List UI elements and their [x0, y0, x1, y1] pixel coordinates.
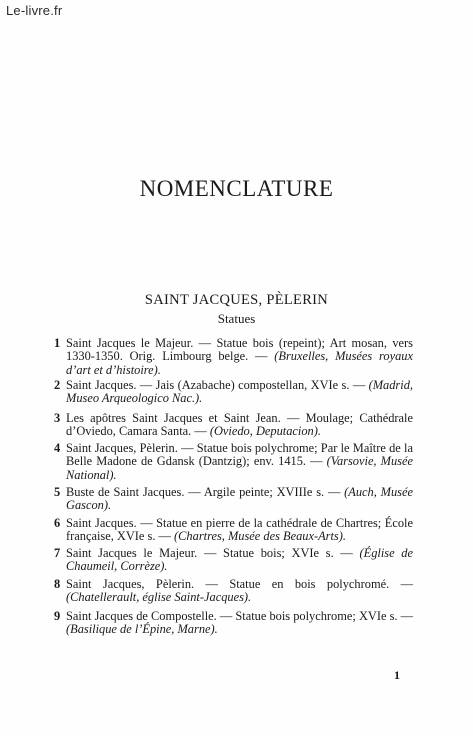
entry-reference: (Varsovie, Musée National).: [66, 454, 413, 482]
entry-text: [66, 547, 413, 574]
entry-text: [66, 610, 413, 637]
entry-description: Saint Jacques de Compostelle. — Statue bois polychrome; XVIe s. —: [66, 609, 413, 623]
list-item: [54, 442, 413, 482]
entry-reference: (Bruxelles, Musées royaux d’art et d’histoire).: [66, 349, 413, 377]
entry-description: Saint Jacques, Pèlerin. — Statue bois polychrome; Par le Maître de la Belle Madone de Gdansk (Dantzig); env. 1415. —: [66, 441, 413, 469]
section-subtitle: Statues: [217, 311, 256, 326]
list-item: [54, 486, 413, 513]
entry-description: Saint Jacques le Majeur. — Statue bois (repeint); Art mosan, vers 1330-1350. Orig. Limbourg belge. —: [66, 336, 413, 364]
entry-text: [66, 517, 413, 544]
entry-text: [66, 337, 413, 377]
entry-reference: (Basilique de l’Épine, Marne).: [66, 622, 218, 637]
list-item: [54, 379, 413, 406]
entry-description: Buste de Saint Jacques. — Argile peinte; XVIIIe s. —: [66, 485, 345, 499]
entry-reference: (Madrid, Museo Arqueologico Nac.).: [66, 378, 413, 406]
entry-number: 9: [54, 609, 61, 623]
entry-text: [66, 412, 413, 439]
page-number: 1: [394, 668, 400, 682]
entry-text: [66, 578, 413, 605]
entry-text: [66, 486, 413, 513]
list-item: [54, 547, 413, 574]
entry-reference: (Chatellerault, église Saint-Jacques).: [66, 590, 252, 605]
entry-number: 7: [54, 546, 61, 560]
entry-reference: (Oviedo, Deputacion).: [209, 424, 321, 439]
section-title: SAINT JACQUES, PÈLERIN: [144, 292, 329, 308]
entry-description: Saint Jacques, Pèlerin. — Statue en bois polychromé. —: [66, 577, 413, 591]
entry-reference: (Auch, Musée Gascon).: [66, 485, 413, 513]
list-item: [54, 610, 413, 637]
entry-description: Saint Jacques le Majeur. — Statue bois; XVIe s. —: [66, 546, 360, 560]
watermark-text: Le-livre.fr: [6, 3, 63, 18]
entry-description: Saint Jacques. — Jais (Azabache) compostellan, XVIe s. —: [66, 378, 369, 392]
entry-reference: (Chartres, Musée des Beaux-Arts).: [174, 529, 346, 544]
entry-description: Saint Jacques. — Statue en pierre de la cathédrale de Chartres; École française, XVIe s. —: [66, 516, 413, 544]
entry-text: [66, 442, 413, 482]
list-item: [54, 412, 413, 439]
list-item: [54, 517, 413, 544]
entry-number: 4: [54, 441, 61, 455]
list-item: [54, 337, 413, 377]
entry-reference: (Église de Chaumeil, Corrèze).: [66, 546, 413, 574]
entry-number: 6: [54, 516, 61, 530]
entry-description: Les apôtres Saint Jacques et Saint Jean. — Moulage; Cathédrale d’Oviedo, Camara Santa. —: [66, 411, 413, 439]
entry-number: 8: [54, 577, 61, 591]
entry-text: [66, 379, 413, 406]
page-title: NOMENCLATURE: [139, 176, 334, 201]
entry-number: 3: [54, 411, 61, 425]
entry-number: 1: [54, 336, 61, 350]
list-item: [54, 578, 413, 605]
entry-number: 5: [54, 485, 61, 499]
entry-number: 2: [54, 378, 61, 392]
